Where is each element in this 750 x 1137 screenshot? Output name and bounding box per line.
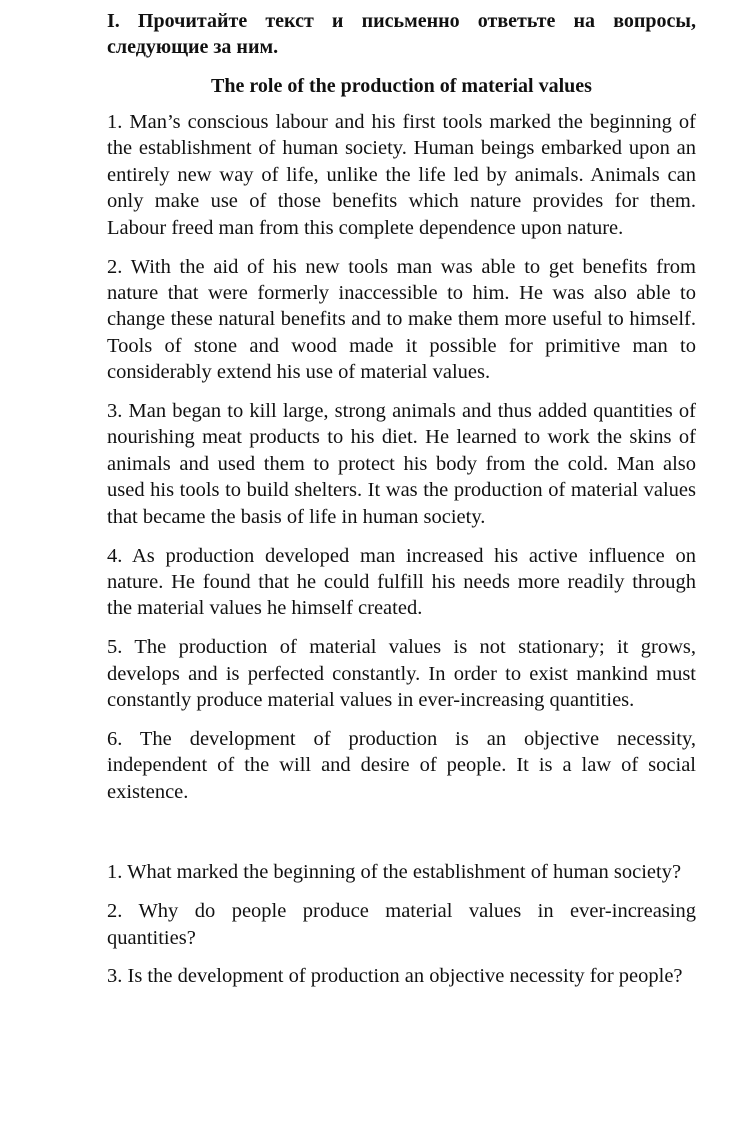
question-2: 2. Why do people produce material values in ever-increasing quantities? [107,900,696,949]
article-paragraph-2: 2. With the aid of his new tools man was able to get benefits from nature that were formerly inaccessible to him. He was also able to change these natural benefits and to make them more useful to himself. Tools of stone and wood made it possible for primitive man to considerably extend his use of material values. [107,255,696,384]
task-heading: I. Прочитайте текст и письменно ответьте на вопросы, следующие за ним. [107,10,696,58]
question-3: 3. Is the development of production an objective necessity for people? [107,965,683,988]
document-page [107,8,696,1002]
article-paragraph-3: 3. Man began to kill large, strong animals and thus added quantities of nourishing meat products to his diet. He learned to work the skins of animals and used them to protect his body from the cold. Man also used his tools to build shelters. It was the production of material values that became the basis of life in human society. [107,400,696,528]
article-paragraph-5: 5. The production of material values is not stationary; it grows, develops and is perfected constantly. In order to exist mankind must constantly produce material values in ever-increasing quantities. [107,636,696,712]
questions-list [107,859,696,990]
question-1: 1. What marked the beginning of the establishment of human society? [107,861,682,884]
article-body [107,109,696,805]
article-paragraph-6: 6. The development of production is an objective necessity, independent of the will and desire of people. It is a law of social existence. [107,728,696,803]
article-paragraph-1: 1. Man’s conscious labour and his first tools marked the beginning of the establishment of human society. Human beings embarked upon an entirely new way of life, unlike the life led by animals. Animals can only make use of those benefits which nature provides for them. Labour freed man from this complete dependence upon nature. [107,111,696,239]
article-paragraph-4: 4. As production developed man increased his active influence on nature. He found that he could fulfill his needs more readily through the material values he himself created. [107,544,696,620]
article-title: The role of the production of material values [211,75,592,97]
